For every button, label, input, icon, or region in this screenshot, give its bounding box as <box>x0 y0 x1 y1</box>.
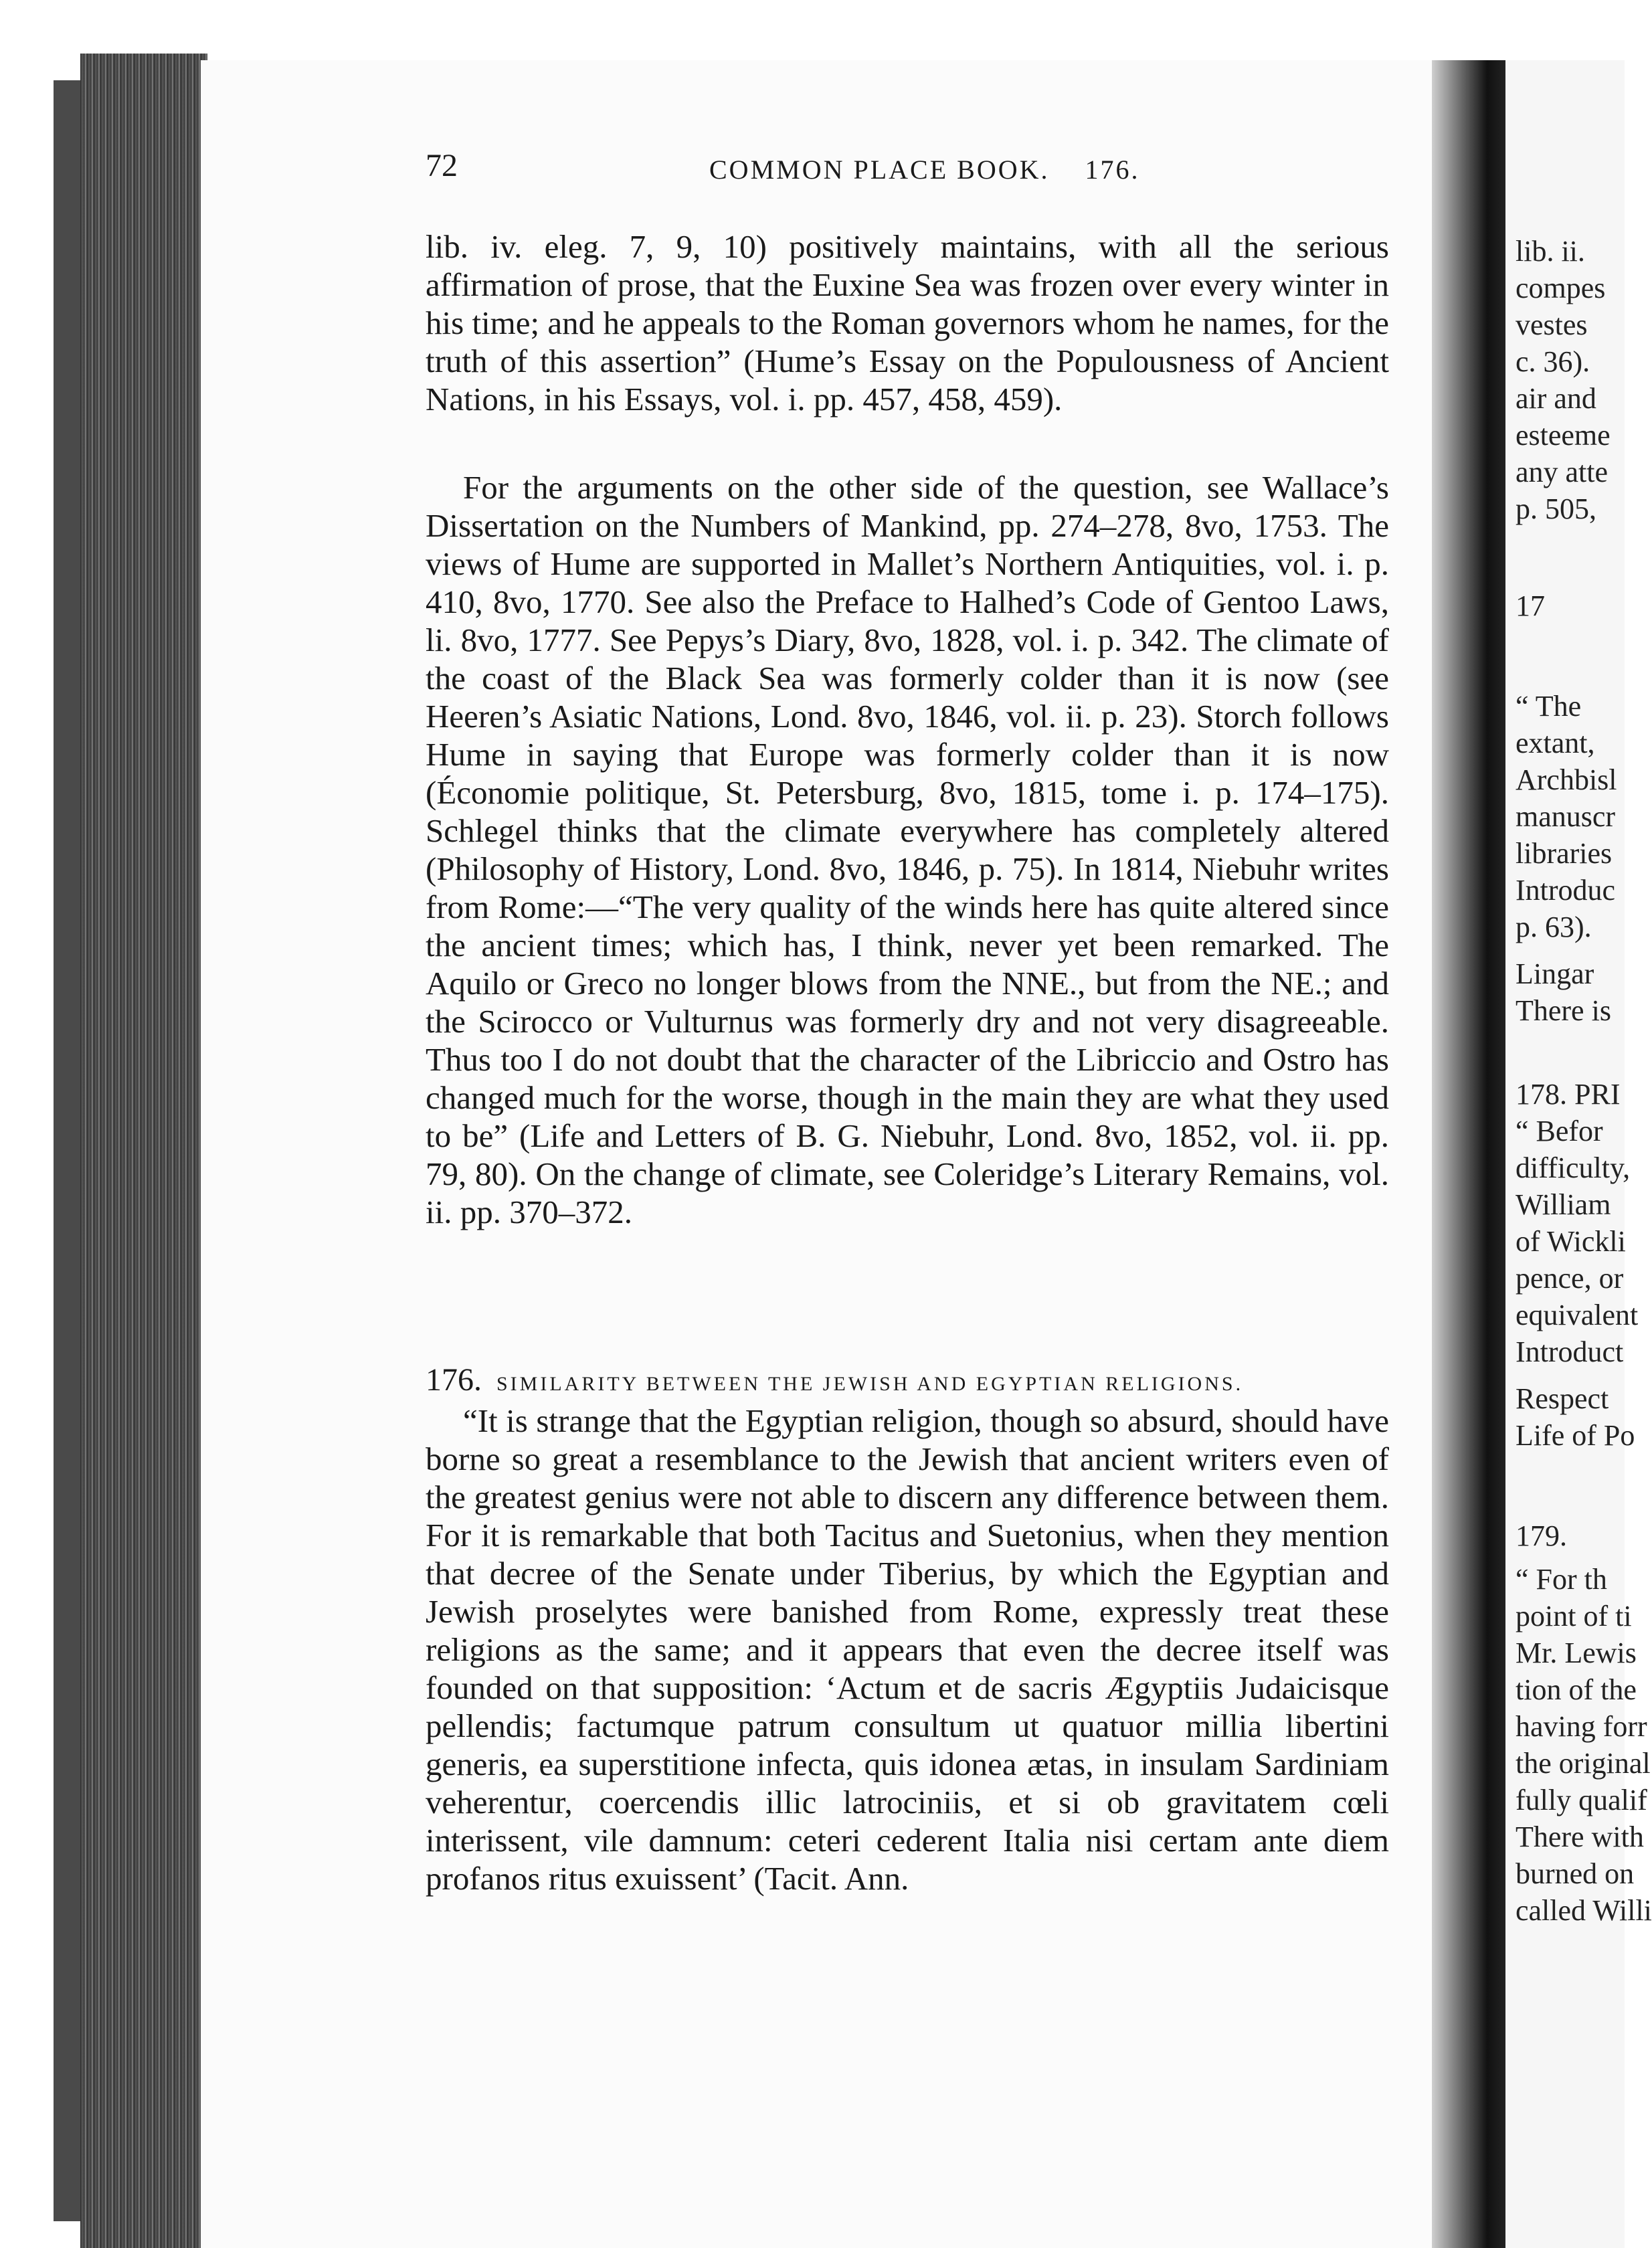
page-number: 72 <box>426 148 458 183</box>
right-page-line: 178. PRI <box>1516 1078 1621 1111</box>
book-gutter <box>1432 60 1505 2248</box>
right-page-line: burned on <box>1516 1857 1635 1890</box>
right-page-line: There is <box>1516 994 1611 1027</box>
right-page-line: tion of the <box>1516 1673 1637 1706</box>
right-page-line: extant, <box>1516 727 1595 759</box>
right-page-line: Mr. Lewis <box>1516 1636 1637 1669</box>
book-page-edges <box>80 54 207 2248</box>
right-page-line: Life of Po <box>1516 1419 1635 1452</box>
right-page-line: manuscr <box>1516 800 1616 833</box>
running-head-number: 176. <box>1085 155 1140 185</box>
right-page-line: “ Befor <box>1516 1115 1603 1147</box>
section-heading <box>426 1362 1389 1398</box>
right-page-line: There with <box>1516 1820 1644 1853</box>
right-page-line: the original <box>1516 1747 1651 1780</box>
right-page-line: 179. <box>1516 1519 1567 1552</box>
right-page-line: of Wickli <box>1516 1225 1626 1258</box>
right-page-line: any atte <box>1516 456 1609 488</box>
right-page-line: libraries <box>1516 837 1613 870</box>
right-page-line: Archbisl <box>1516 763 1617 796</box>
right-page-line: point of ti <box>1516 1600 1632 1632</box>
right-page-line: equivalent <box>1516 1299 1639 1331</box>
right-page-line: called Willi <box>1516 1894 1652 1927</box>
right-page-line: “ For th <box>1516 1563 1607 1596</box>
right-page-line: difficulty, <box>1516 1151 1631 1184</box>
running-head-title: COMMON PLACE BOOK. <box>709 155 1050 185</box>
right-page-line: Introduct <box>1516 1335 1624 1368</box>
right-page-line: p. 63). <box>1516 911 1592 943</box>
right-page-line: Respect <box>1516 1382 1609 1415</box>
right-page-line: compes <box>1516 272 1606 304</box>
section-number: 176. <box>426 1362 482 1398</box>
right-page-line: pence, or <box>1516 1262 1624 1295</box>
right-page-line: William <box>1516 1188 1611 1221</box>
right-page-line: 17 <box>1516 589 1545 622</box>
right-page-line: having forr <box>1516 1710 1647 1743</box>
paragraph-1: lib. iv. eleg. 7, 9, 10) positively maintains, with all the serious affirmation of prose, that the Euxine Sea was frozen over every winter in his time; and he appeals to the Roman governors whom he names, for the truth of this assertion” (Hume’s Essay on the Populousness of Ancient Nations, in his Essays, vol. i. pp. 457, 458, 459). <box>426 228 1389 417</box>
right-page-line: fully qualif <box>1516 1784 1647 1816</box>
section-title: SIMILARITY BETWEEN THE JEWISH AND EGYPTIAN RELIGIONS. <box>496 1373 1244 1395</box>
right-page-line: air and <box>1516 382 1596 415</box>
right-page-line: vestes <box>1516 308 1588 341</box>
paragraph-2: For the arguments on the other side of the question, see Wallace’s Dissertation on the Numbers of Mankind, pp. 274–278, 8vo, 1753. The views of Hume are supported in Mallet’s Northern Antiquities, vol. i. p. 410, 8vo, 1770. See also the Preface to Halhed’s Code of Gentoo Laws, li. 8vo, 1777. See Pepys’s Diary, 8vo, 1828, vol. i. p. 342. The climate of the coast of the Black Sea was formerly colder than it is now (see Heeren’s Asiatic Nations, Lond. 8vo, 1846, vol. ii. p. 23). Storch follows Hume in saying that Europe was formerly colder than it is now (Économie politique, St. Petersburg, 8vo, 1815, tome i. p. 174–175). Schlegel thinks that the climate everywhere has completely altered (Philosophy of History, Lond. 8vo, 1846, p. 75). In 1814, Niebuhr writes from Rome:—“The very quality of the winds here has quite altered since the ancient times; which has, I think, never yet been remarked. The Aquilo or Greco no longer blows from the NNE., but from the NE.; and the Scirocco or Vulturnus was formerly dry and not very disagreeable. Thus too I do not doubt that the character of the Libriccio and Ostro has changed much for the worse, though in the main they are what they used to be” (Life and Letters of B. G. Niebuhr, Lond. 8vo, 1852, vol. ii. pp. 79, 80). On the change of climate, see Coleridge’s Literary Remains, vol. ii. pp. 370–372. <box>426 469 1389 1230</box>
right-page-line: Lingar <box>1516 957 1594 990</box>
paragraph-3: “It is strange that the Egyptian religion, though so absurd, should have borne so great a resemblance to the Jewish that ancient writers even of the greatest genius were not able to discern any difference between them. For it is remarkable that both Tacitus and Suetonius, when they mention that decree of the Senate under Tiberius, by which the Egyptian and Jewish proselytes were banished from Rome, expressly treat these religions as the same; and it appears that even the decree itself was founded on that supposition: ‘Actum et de sacris Ægyptiis Judaicisque pellendis; factumque patrum consultum ut quatuor millia libertini generis, ea superstitione infecta, quis idonea ætas, in insulam Sardiniam veherentur, coercendis illic latrociniis, et si ob gravitatem cœli interissent, vile damnum: ceteri cederent Italia nisi certam ante diem profanos ritus exuissent’ (Tacit. Ann. <box>426 1402 1389 1897</box>
right-page-line: “ The <box>1516 690 1582 723</box>
right-page-line: Introduc <box>1516 874 1616 907</box>
running-head <box>709 154 1140 185</box>
right-page-line: p. 505, <box>1516 492 1596 525</box>
right-page-line: c. 36). <box>1516 345 1590 378</box>
right-page-line: lib. ii. <box>1516 235 1585 268</box>
right-page-line: esteeme <box>1516 419 1611 452</box>
